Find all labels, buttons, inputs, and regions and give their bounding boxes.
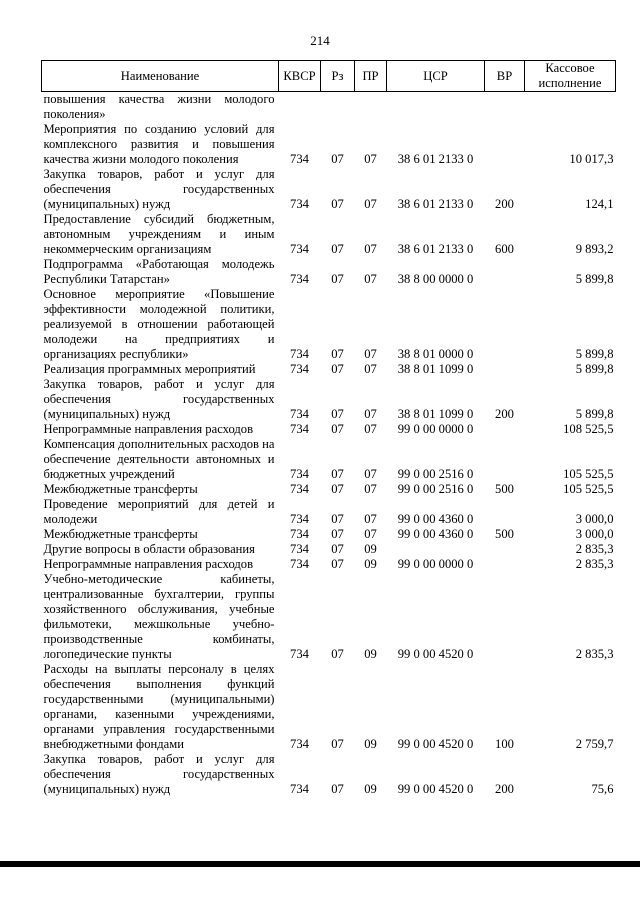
- row-csr: [387, 92, 485, 123]
- table-row: [42, 362, 616, 377]
- row-kvsr: 734: [290, 737, 309, 751]
- row-kvsr: 734: [290, 407, 309, 421]
- row-pr: [355, 92, 387, 123]
- row-rz: 07: [331, 482, 344, 496]
- row-csr: 99 0 00 4520 0: [397, 647, 474, 661]
- row-kvsr: 734: [290, 542, 309, 556]
- row-kvsr: 734: [290, 422, 309, 436]
- row-kvsr: 734: [290, 347, 309, 361]
- row-vr: [485, 287, 525, 362]
- row-name: Компенсация дополнительных расходов на обеспечение деятельности автономных и бюджетных учреждений: [43, 437, 275, 481]
- row-name: Закупка товаров, работ и услуг для обеспечения государственных (муниципальных) нужд: [43, 167, 275, 211]
- row-sum: 2 835,3: [575, 542, 614, 556]
- row-name: Другие вопросы в области образования: [43, 542, 255, 556]
- row-vr: 100: [495, 737, 514, 751]
- row-sum: 75,6: [591, 782, 614, 796]
- row-name: Предоставление субсидий бюджетным, автономным учреждениям и иным некоммерческим организациям: [43, 212, 275, 256]
- row-name: Межбюджетные трансферты: [43, 527, 198, 541]
- row-pr: 07: [364, 422, 377, 436]
- header-sum: Кассовое исполнение: [525, 61, 616, 92]
- row-rz: 07: [331, 557, 344, 571]
- row-pr: 09: [364, 542, 377, 556]
- row-rz: 07: [331, 527, 344, 541]
- row-pr: 09: [364, 557, 377, 571]
- table-row: [42, 92, 616, 123]
- bottom-rule: [0, 861, 640, 867]
- row-pr: 07: [364, 527, 377, 541]
- row-kvsr: 734: [290, 527, 309, 541]
- row-name: Подпрограмма «Работающая молодежь Республики Татарстан»: [43, 257, 275, 286]
- row-rz: 07: [331, 737, 344, 751]
- row-rz: 07: [331, 512, 344, 526]
- row-rz: 07: [331, 467, 344, 481]
- row-csr: [387, 542, 485, 557]
- row-name: Проведение мероприятий для детей и молодежи: [43, 497, 275, 526]
- row-vr: [485, 422, 525, 437]
- row-kvsr: 734: [290, 362, 309, 376]
- row-vr: [485, 542, 525, 557]
- row-name: Основное мероприятие «Повышение эффективности молодежной политики, реализуемой в отношении работающей молодежи на предприятиях и организациях республики»: [43, 287, 275, 361]
- row-vr: 200: [495, 782, 514, 796]
- header-csr: ЦСР: [387, 61, 485, 92]
- row-vr: 200: [495, 407, 514, 421]
- row-name: повышения качества жизни молодого поколения»: [43, 92, 275, 121]
- row-sum: 3 000,0: [575, 512, 614, 526]
- row-csr: 99 0 00 0000 0: [397, 422, 474, 436]
- table-row: [42, 212, 616, 257]
- budget-table: [41, 60, 616, 797]
- table-row: [42, 752, 616, 797]
- row-sum: 2 759,7: [575, 737, 614, 751]
- row-kvsr: 734: [290, 467, 309, 481]
- row-sum: 2 835,3: [575, 557, 614, 571]
- table-row: [42, 557, 616, 572]
- row-vr: 600: [495, 242, 514, 256]
- row-sum: 124,1: [585, 197, 614, 211]
- table-row: [42, 422, 616, 437]
- row-name: Непрограммные направления расходов: [43, 422, 254, 436]
- row-vr: [485, 257, 525, 287]
- row-pr: 07: [364, 347, 377, 361]
- row-vr: [485, 557, 525, 572]
- row-csr: 38 6 01 2133 0: [397, 152, 474, 166]
- table-row: [42, 482, 616, 497]
- row-pr: 07: [364, 407, 377, 421]
- row-kvsr: 734: [290, 197, 309, 211]
- table-row: [42, 572, 616, 662]
- row-vr: [485, 497, 525, 527]
- row-sum: 105 525,5: [563, 467, 614, 481]
- table-row: [42, 527, 616, 542]
- header-pr: ПР: [355, 61, 387, 92]
- row-csr: 38 6 01 2133 0: [397, 197, 474, 211]
- page-number: 214: [310, 33, 330, 48]
- row-sum: 5 899,8: [575, 347, 614, 361]
- row-csr: 99 0 00 2516 0: [397, 482, 474, 496]
- row-sum: 5 899,8: [575, 272, 614, 286]
- row-csr: 38 6 01 2133 0: [397, 242, 474, 256]
- row-pr: 07: [364, 272, 377, 286]
- row-rz: 07: [331, 542, 344, 556]
- row-name: Закупка товаров, работ и услуг для обеспечения государственных (муниципальных) нужд: [43, 752, 275, 796]
- row-sum: 5 899,8: [575, 362, 614, 376]
- row-vr: [485, 572, 525, 662]
- table-header-row: [42, 61, 616, 92]
- row-rz: 07: [331, 782, 344, 796]
- row-name: Реализация программных мероприятий: [43, 362, 256, 376]
- row-pr: 07: [364, 512, 377, 526]
- row-sum: 5 899,8: [575, 407, 614, 421]
- row-rz: 07: [331, 197, 344, 211]
- row-pr: 07: [364, 467, 377, 481]
- row-rz: 07: [331, 647, 344, 661]
- table-row: [42, 437, 616, 482]
- row-pr: 09: [364, 737, 377, 751]
- row-sum: 108 525,5: [563, 422, 614, 436]
- row-sum: 3 000,0: [575, 527, 614, 541]
- row-vr: [485, 92, 525, 123]
- row-kvsr: 734: [290, 647, 309, 661]
- table-row: [42, 167, 616, 212]
- header-vr: ВР: [485, 61, 525, 92]
- row-csr: 99 0 00 4520 0: [397, 782, 474, 796]
- row-sum: 10 017,3: [569, 152, 614, 166]
- row-kvsr: 734: [290, 272, 309, 286]
- row-csr: 38 8 01 1099 0: [397, 362, 474, 376]
- row-pr: 09: [364, 647, 377, 661]
- table-row: [42, 497, 616, 527]
- row-pr: 07: [364, 482, 377, 496]
- row-csr: 38 8 01 1099 0: [397, 407, 474, 421]
- row-csr: 99 0 00 0000 0: [397, 557, 474, 571]
- row-vr: 500: [495, 527, 514, 541]
- row-kvsr: 734: [290, 557, 309, 571]
- row-sum: [525, 92, 616, 123]
- row-vr: 200: [495, 197, 514, 211]
- row-pr: 09: [364, 782, 377, 796]
- row-kvsr: 734: [290, 782, 309, 796]
- row-kvsr: [279, 92, 321, 123]
- row-csr: 38 8 00 0000 0: [397, 272, 474, 286]
- row-csr: 38 8 01 0000 0: [397, 347, 474, 361]
- row-rz: 07: [331, 242, 344, 256]
- table-row: [42, 542, 616, 557]
- row-name: Учебно-методические кабинеты, централизованные бухгалтерии, группы хозяйственного обслуживания, учебные фильмотеки, межшкольные учебно-производственные комбинаты, логопедические пункты: [43, 572, 275, 661]
- row-kvsr: 734: [290, 152, 309, 166]
- row-pr: 07: [364, 242, 377, 256]
- row-rz: 07: [331, 272, 344, 286]
- row-rz: [321, 92, 355, 123]
- row-sum: 9 893,2: [575, 242, 614, 256]
- table-body: [42, 92, 616, 798]
- table-row: [42, 257, 616, 287]
- row-sum: 2 835,3: [575, 647, 614, 661]
- row-csr: 99 0 00 4360 0: [397, 527, 474, 541]
- row-name: Расходы на выплаты персоналу в целях обеспечения выполнения функций государственными (муниципальными) органами, казенными учреждениями, органами управления государственными внебюджетными фондами: [43, 662, 275, 751]
- row-rz: 07: [331, 347, 344, 361]
- row-csr: 99 0 00 4360 0: [397, 512, 474, 526]
- table-row: [42, 662, 616, 752]
- header-kvsr: КВСР: [279, 61, 321, 92]
- row-rz: 07: [331, 407, 344, 421]
- row-vr: [485, 437, 525, 482]
- table-row: [42, 122, 616, 167]
- row-rz: 07: [331, 422, 344, 436]
- header-name: Наименование: [42, 61, 279, 92]
- header-rz: Рз: [321, 61, 355, 92]
- row-kvsr: 734: [290, 242, 309, 256]
- row-sum: 105 525,5: [563, 482, 614, 496]
- row-pr: 07: [364, 197, 377, 211]
- row-rz: 07: [331, 152, 344, 166]
- row-kvsr: 734: [290, 512, 309, 526]
- row-rz: 07: [331, 362, 344, 376]
- row-vr: 500: [495, 482, 514, 496]
- row-name: Мероприятия по созданию условий для комплексного развития и повышения качества жизни молодого поколения: [43, 122, 275, 166]
- table-row: [42, 377, 616, 422]
- row-pr: 07: [364, 152, 377, 166]
- row-csr: 99 0 00 2516 0: [397, 467, 474, 481]
- row-name: Межбюджетные трансферты: [43, 482, 198, 496]
- row-kvsr: 734: [290, 482, 309, 496]
- row-vr: [485, 122, 525, 167]
- row-csr: 99 0 00 4520 0: [397, 737, 474, 751]
- table-row: [42, 287, 616, 362]
- row-vr: [485, 362, 525, 377]
- row-name: Закупка товаров, работ и услуг для обеспечения государственных (муниципальных) нужд: [43, 377, 275, 421]
- row-name: Непрограммные направления расходов: [43, 557, 254, 571]
- row-pr: 07: [364, 362, 377, 376]
